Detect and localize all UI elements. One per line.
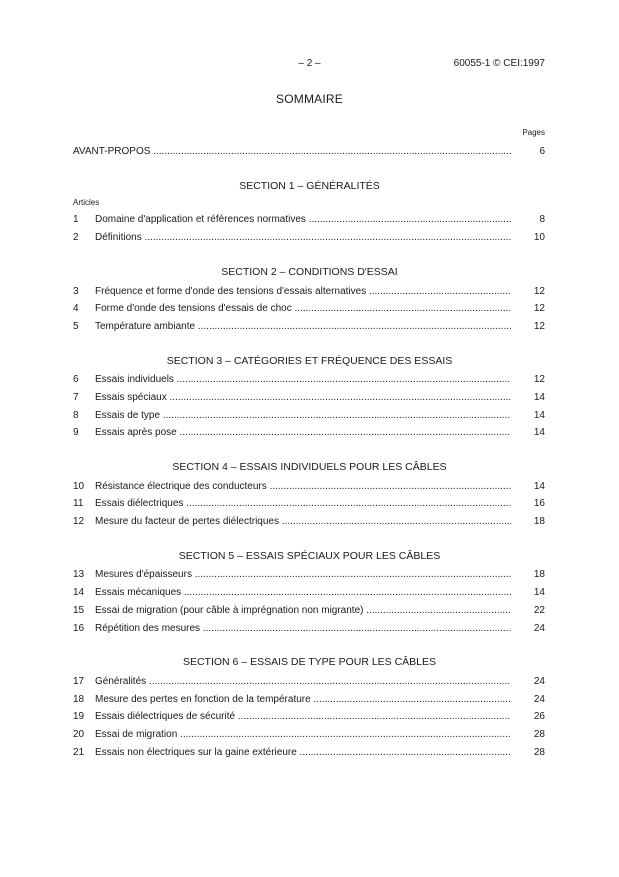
toc-entry-label: Mesure du facteur de pertes diélectriques ..... <box>95 515 511 529</box>
toc-entry-page: 24 <box>533 676 545 687</box>
toc-entry-page: 26 <box>533 711 545 722</box>
toc-entry-number: 19 <box>73 711 85 722</box>
toc-entry-number: 17 <box>73 676 85 687</box>
toc-entry-number: 14 <box>73 587 85 598</box>
header-reference: 60055-1 © CEI:1997 <box>453 58 545 69</box>
toc-entry-number: 5 <box>73 321 79 332</box>
toc-entry-number: 18 <box>73 694 85 705</box>
toc-entry-label: Résistance électrique des conducteurs ..... <box>95 480 511 494</box>
toc-entry-label: Essai de migration (pour câble à imprégnation non migrante) ..... <box>95 604 511 618</box>
toc-entry-number: 1 <box>73 214 79 225</box>
toc-entry-number: 13 <box>73 569 85 580</box>
toc-entry-page: 14 <box>533 587 545 598</box>
toc-entry <box>73 302 545 316</box>
toc-entry-page: 12 <box>533 286 545 297</box>
toc-entry-page: 18 <box>533 516 545 527</box>
toc-entry-label: Essais individuels ..... <box>95 373 511 387</box>
section-2-title: SECTION 2 – CONDITIONS D'ESSAI <box>221 266 398 278</box>
toc-entry-number: 3 <box>73 286 79 297</box>
toc-entry-avant-propos <box>73 145 545 159</box>
toc-entry-number: 11 <box>73 498 84 509</box>
toc-entry <box>73 675 545 689</box>
toc-entry-number: 7 <box>73 392 79 403</box>
toc-entry-label: Essais diélectriques ..... <box>95 497 511 511</box>
toc-entry-page: 24 <box>533 623 545 634</box>
toc-entry-page: 8 <box>539 214 545 225</box>
toc-entry-label: Mesure des pertes en fonction de la température ..... <box>95 693 511 707</box>
toc-entry-label: Essai de migration ..... <box>95 728 511 742</box>
toc-entry-label: Fréquence et forme d'onde des tensions d'essais alternatives ..... <box>95 285 511 299</box>
toc-entry-label: Forme d'onde des tensions d'essais de choc ..... <box>95 302 511 316</box>
section-5-title: SECTION 5 – ESSAIS SPÉCIAUX POUR LES CÂBLES <box>178 550 441 562</box>
pages-column-label: Pages <box>522 128 545 137</box>
toc-entry-number: 15 <box>73 605 85 616</box>
toc-entry-label: AVANT-PROPOS ..... <box>73 145 511 159</box>
toc-entry-label: Essais de type ..... <box>95 409 511 423</box>
toc-entry <box>73 320 545 334</box>
toc-entry-page: 14 <box>533 392 545 403</box>
toc-entry-label: Domaine d'application et références normatives ..... <box>95 213 511 227</box>
section-1-title: SECTION 1 – GÉNÉRALITÉS <box>239 180 380 192</box>
toc-entry <box>73 409 545 423</box>
toc-entry-page: 12 <box>533 374 545 385</box>
toc-entry-label: Essais après pose ..... <box>95 426 511 440</box>
toc-entry-number: 9 <box>73 427 79 438</box>
toc-entry-number: 21 <box>73 747 85 758</box>
toc-entry <box>73 285 545 299</box>
toc-entry-number: 2 <box>73 232 79 243</box>
toc-entry-label: Essais diélectriques de sécurité ..... <box>95 710 511 724</box>
toc-entry-page: 14 <box>533 427 545 438</box>
toc-entry <box>73 622 545 636</box>
articles-label: Articles <box>73 198 100 207</box>
toc-entry <box>73 515 545 529</box>
toc-entry-label: Définitions ..... <box>95 231 511 245</box>
toc-entry-label: Essais non électriques sur la gaine extérieure ..... <box>95 746 511 760</box>
toc-entry <box>73 568 545 582</box>
toc-entry-label: Température ambiante ..... <box>95 320 511 334</box>
toc-entry-page: 10 <box>533 232 545 243</box>
toc-entry <box>73 213 545 227</box>
toc-entry <box>73 604 545 618</box>
toc-entry-number: 16 <box>73 623 85 634</box>
toc-entry-page: 12 <box>533 303 545 314</box>
toc-entry <box>73 391 545 405</box>
header-page-number: – 2 – <box>298 58 321 69</box>
toc-entry-label: Essais spéciaux ..... <box>95 391 511 405</box>
toc-entry-label: Essais mécaniques ..... <box>95 586 511 600</box>
toc-entry-number: 4 <box>73 303 79 314</box>
toc-entry <box>73 693 545 707</box>
toc-entry-label: Répétition des mesures ..... <box>95 622 511 636</box>
toc-entry <box>73 231 545 245</box>
toc-entry-page: 16 <box>533 498 545 509</box>
toc-entry-number: 20 <box>73 729 85 740</box>
toc-entry <box>73 426 545 440</box>
toc-entry-number: 8 <box>73 410 79 421</box>
toc-entry-page: 28 <box>533 747 545 758</box>
toc-entry <box>73 746 545 760</box>
toc-entry-number: 6 <box>73 374 79 385</box>
toc-entry-number: 10 <box>73 481 85 492</box>
toc-entry <box>73 586 545 600</box>
toc-entry-label: Mesures d'épaisseurs ..... <box>95 568 511 582</box>
toc-entry-page: 28 <box>533 729 545 740</box>
section-3-title: SECTION 3 – CATÉGORIES ET FRÉQUENCE DES ESSAIS <box>166 355 453 367</box>
toc-entry-label: Généralités ..... <box>95 675 511 689</box>
toc-entry-page: 12 <box>533 321 545 332</box>
toc-entry-page: 6 <box>539 146 545 157</box>
section-4-title: SECTION 4 – ESSAIS INDIVIDUELS POUR LES CÂBLES <box>172 461 447 473</box>
page-title: SOMMAIRE <box>276 92 343 106</box>
toc-entry <box>73 497 545 511</box>
toc-entry <box>73 728 545 742</box>
toc-entry-page: 14 <box>533 410 545 421</box>
toc-entry-page: 22 <box>533 605 545 616</box>
toc-entry <box>73 373 545 387</box>
toc-entry <box>73 480 545 494</box>
toc-entry-page: 24 <box>533 694 545 705</box>
toc-entry-page: 14 <box>533 481 545 492</box>
toc-entry-number: 12 <box>73 516 85 527</box>
section-6-title: SECTION 6 – ESSAIS DE TYPE POUR LES CÂBLES <box>182 656 437 668</box>
toc-entry-page: 18 <box>533 569 545 580</box>
toc-entry <box>73 710 545 724</box>
